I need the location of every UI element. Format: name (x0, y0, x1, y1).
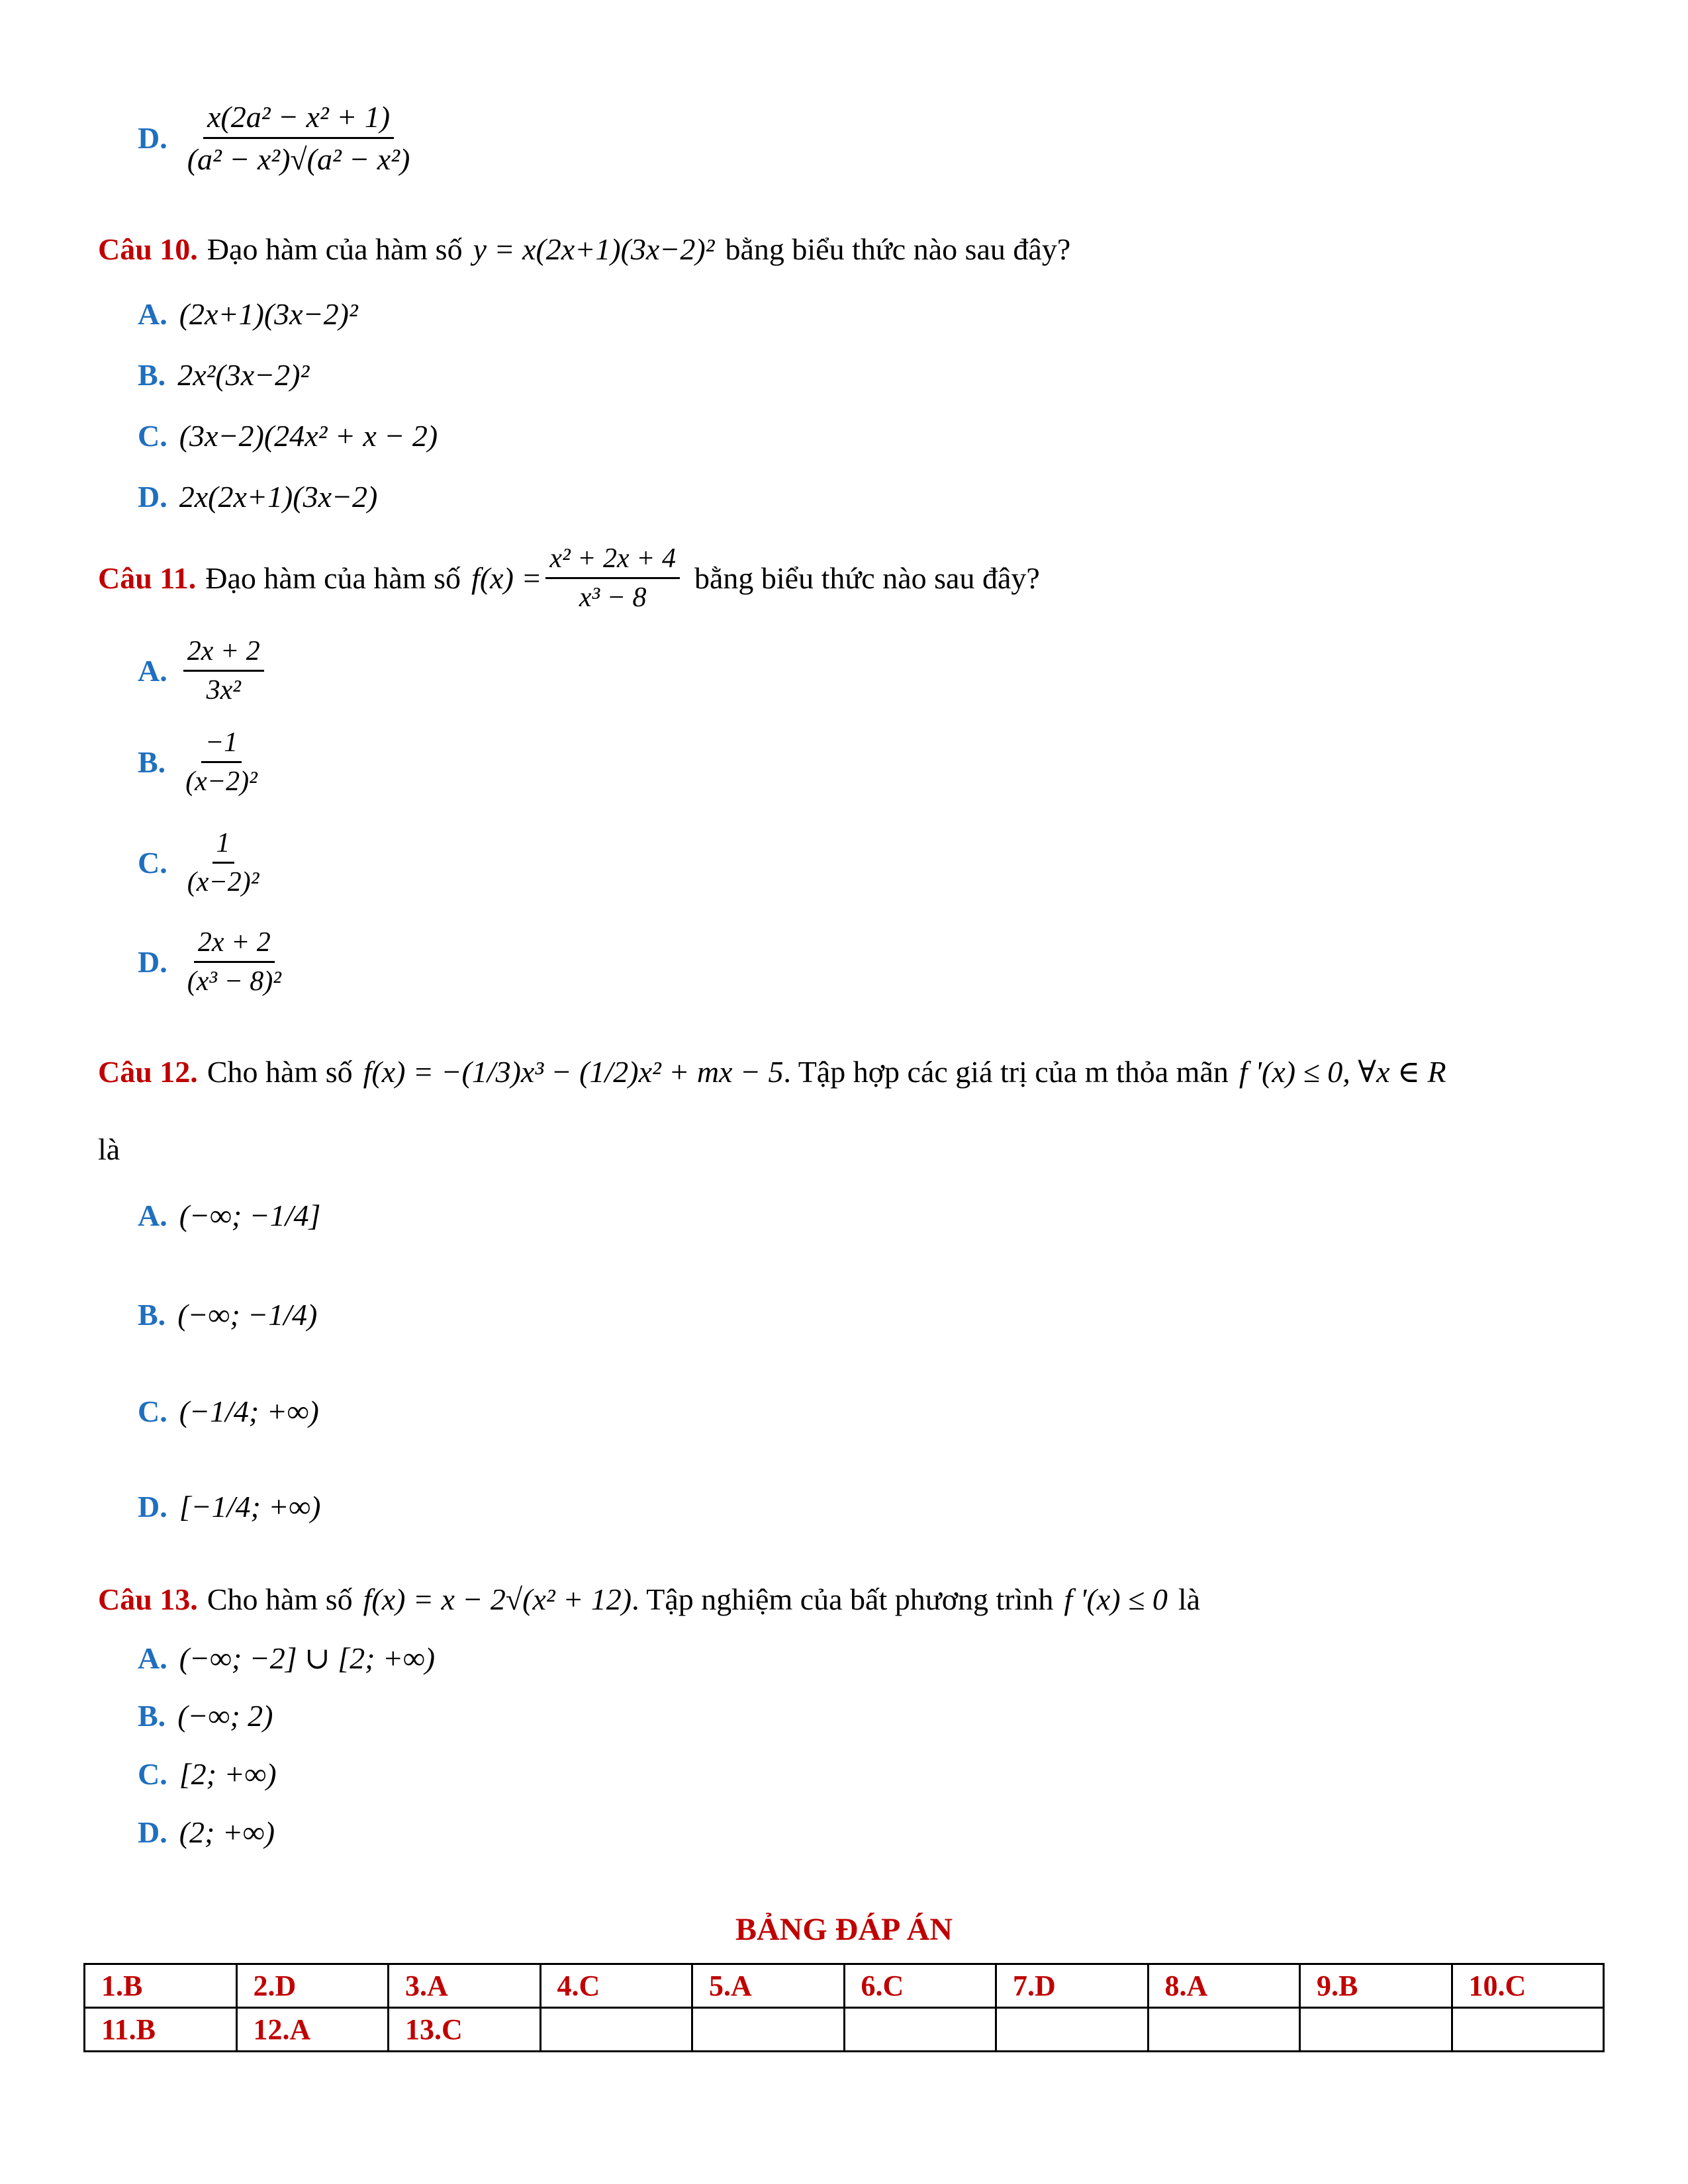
question-suffix: là (1178, 1582, 1201, 1616)
option-label: D. (138, 945, 167, 979)
table-row (85, 2008, 1604, 2052)
q13-option-a (138, 1640, 435, 1676)
question-label: Câu 10. (98, 232, 198, 266)
answer-cell: 11.B (85, 2008, 237, 2052)
question-fraction (545, 543, 680, 614)
question-condition: f '(x) ≤ 0, ∀x ∈ R (1239, 1055, 1446, 1089)
option-text: (−∞; −2] ∪ [2; +∞) (179, 1641, 436, 1675)
option-text: (3x−2)(24x² + x − 2) (179, 419, 438, 453)
option-text: (−∞; −1/4) (177, 1298, 318, 1332)
fraction-denominator: (x−2)² (185, 766, 258, 797)
q11-option-b (138, 727, 265, 797)
fraction-denominator: (x³ − 8)² (187, 966, 281, 997)
question-13 (98, 1582, 1200, 1617)
question-suffix: bằng biểu thức nào sau đây? (725, 232, 1071, 266)
option-text: 2x²(3x−2)² (177, 358, 310, 392)
answer-cell (540, 2008, 692, 2052)
option-label: B. (138, 358, 166, 392)
fraction-denominator: (x−2)² (187, 867, 259, 897)
answer-cell: 3.A (389, 1964, 541, 2008)
option-label: D. (138, 121, 167, 155)
option-label: A. (138, 654, 167, 688)
question-middle: . Tập hợp các giá trị của m thỏa mãn (783, 1054, 1229, 1089)
option-label: C. (138, 419, 167, 453)
q12-option-b (138, 1297, 317, 1332)
answer-cell: 1.B (85, 1964, 237, 2008)
option-fraction (183, 827, 263, 898)
fraction-denominator: (a² − x²)√(a² − x²) (187, 142, 410, 176)
answer-cell (996, 2008, 1149, 2052)
option-fraction (181, 727, 261, 797)
q12-option-c (138, 1394, 319, 1429)
q10-option-a (138, 296, 358, 332)
option-label: A. (138, 1199, 167, 1232)
fraction-numerator: x(2a² − x² + 1) (203, 99, 394, 139)
answer-cell (692, 2008, 845, 2052)
answer-cell: 5.A (692, 1964, 845, 2008)
question-middle: . Tập nghiệm của bất phương trình (632, 1582, 1054, 1616)
answer-cell: 6.C (844, 1964, 996, 2008)
question-formula: y = x(2x+1)(3x−2)² (473, 232, 715, 266)
q13-option-b (138, 1698, 273, 1733)
option-text: (−∞; 2) (177, 1699, 273, 1733)
answer-table-title: BẢNG ĐÁP ÁN (735, 1912, 953, 1947)
option-text: [2; +∞) (179, 1757, 277, 1791)
formula-lhs: f(x) = (471, 561, 542, 595)
question-label: Câu 11. (98, 561, 197, 595)
option-text: [−1/4; +∞) (179, 1490, 321, 1524)
answer-table (83, 1963, 1605, 2052)
answer-cell: 10.C (1452, 1964, 1604, 2008)
fraction-numerator: 2x + 2 (183, 635, 264, 672)
q11-option-c (138, 827, 267, 898)
question-label: Câu 12. (98, 1054, 198, 1089)
q13-option-c (138, 1756, 277, 1792)
option-fraction (183, 635, 264, 706)
q10-option-d (138, 479, 377, 514)
q11-option-a (138, 635, 268, 706)
answer-cell: 8.A (1148, 1964, 1300, 2008)
question-11 (98, 543, 1040, 614)
question-suffix: bằng biểu thức nào sau đây? (694, 561, 1040, 595)
option-text: (2; +∞) (179, 1815, 275, 1849)
question-condition: f '(x) ≤ 0 (1064, 1582, 1168, 1616)
question-prefix: Cho hàm số (207, 1582, 353, 1616)
question-label: Câu 13. (98, 1582, 198, 1616)
q10-option-b (138, 357, 309, 392)
fraction-numerator: 2x + 2 (194, 927, 275, 963)
option-label: B. (138, 745, 166, 779)
option-label: A. (138, 1641, 167, 1675)
option-text: (−∞; −1/4] (179, 1199, 321, 1232)
option-fraction (183, 927, 285, 997)
option-label: C. (138, 1394, 167, 1428)
answer-cell (1300, 2008, 1452, 2052)
option-label: B. (138, 1699, 166, 1733)
option-label: D. (138, 1815, 167, 1849)
option-text: 2x(2x+1)(3x−2) (179, 480, 378, 514)
question-prefix: Cho hàm số (207, 1054, 353, 1089)
question-10 (98, 232, 1070, 267)
option-label: C. (138, 1757, 167, 1791)
q10-option-c (138, 418, 438, 453)
answer-cell: 2.D (236, 1964, 389, 2008)
option-fraction (183, 99, 414, 177)
fraction-numerator: x² + 2x + 4 (545, 543, 680, 579)
answer-cell (1452, 2008, 1604, 2052)
option-label: D. (138, 1490, 167, 1524)
option-label: A. (138, 297, 167, 331)
question-12 (98, 1054, 1446, 1089)
q12-option-a (138, 1198, 320, 1233)
option-label: C. (138, 846, 167, 880)
option-label: D. (138, 480, 167, 514)
q11-option-d (138, 927, 289, 997)
question-12-continuation (98, 1132, 120, 1167)
option-text: (2x+1)(3x−2)² (179, 297, 358, 331)
answer-cell: 7.D (996, 1964, 1149, 2008)
answer-cell: 9.B (1300, 1964, 1452, 2008)
answer-cell: 13.C (389, 2008, 541, 2052)
q9-option-d (138, 99, 418, 177)
fraction-numerator: −1 (201, 727, 242, 763)
question-prefix: Đạo hàm của hàm số (205, 561, 461, 595)
fraction-denominator: 3x² (206, 675, 241, 705)
answer-cell: 12.A (236, 2008, 389, 2052)
question-formula: f(x) = −(1/3)x³ − (1/2)x² + mx − 5 (363, 1054, 784, 1089)
option-label: B. (138, 1298, 166, 1332)
fraction-numerator: 1 (212, 827, 234, 864)
fraction-denominator: x³ − 8 (579, 582, 647, 613)
answer-cell: 4.C (540, 1964, 692, 2008)
q13-option-d (138, 1815, 275, 1850)
option-text: (−1/4; +∞) (179, 1394, 319, 1428)
table-row (85, 1964, 1604, 2008)
question-formula: f(x) = x − 2√(x² + 12) (363, 1582, 632, 1616)
q12-option-d (138, 1489, 320, 1524)
answer-cell (844, 2008, 996, 2052)
question-prefix: Đạo hàm của hàm số (207, 232, 463, 266)
answer-cell (1148, 2008, 1300, 2052)
question-continuation: là (98, 1132, 120, 1166)
